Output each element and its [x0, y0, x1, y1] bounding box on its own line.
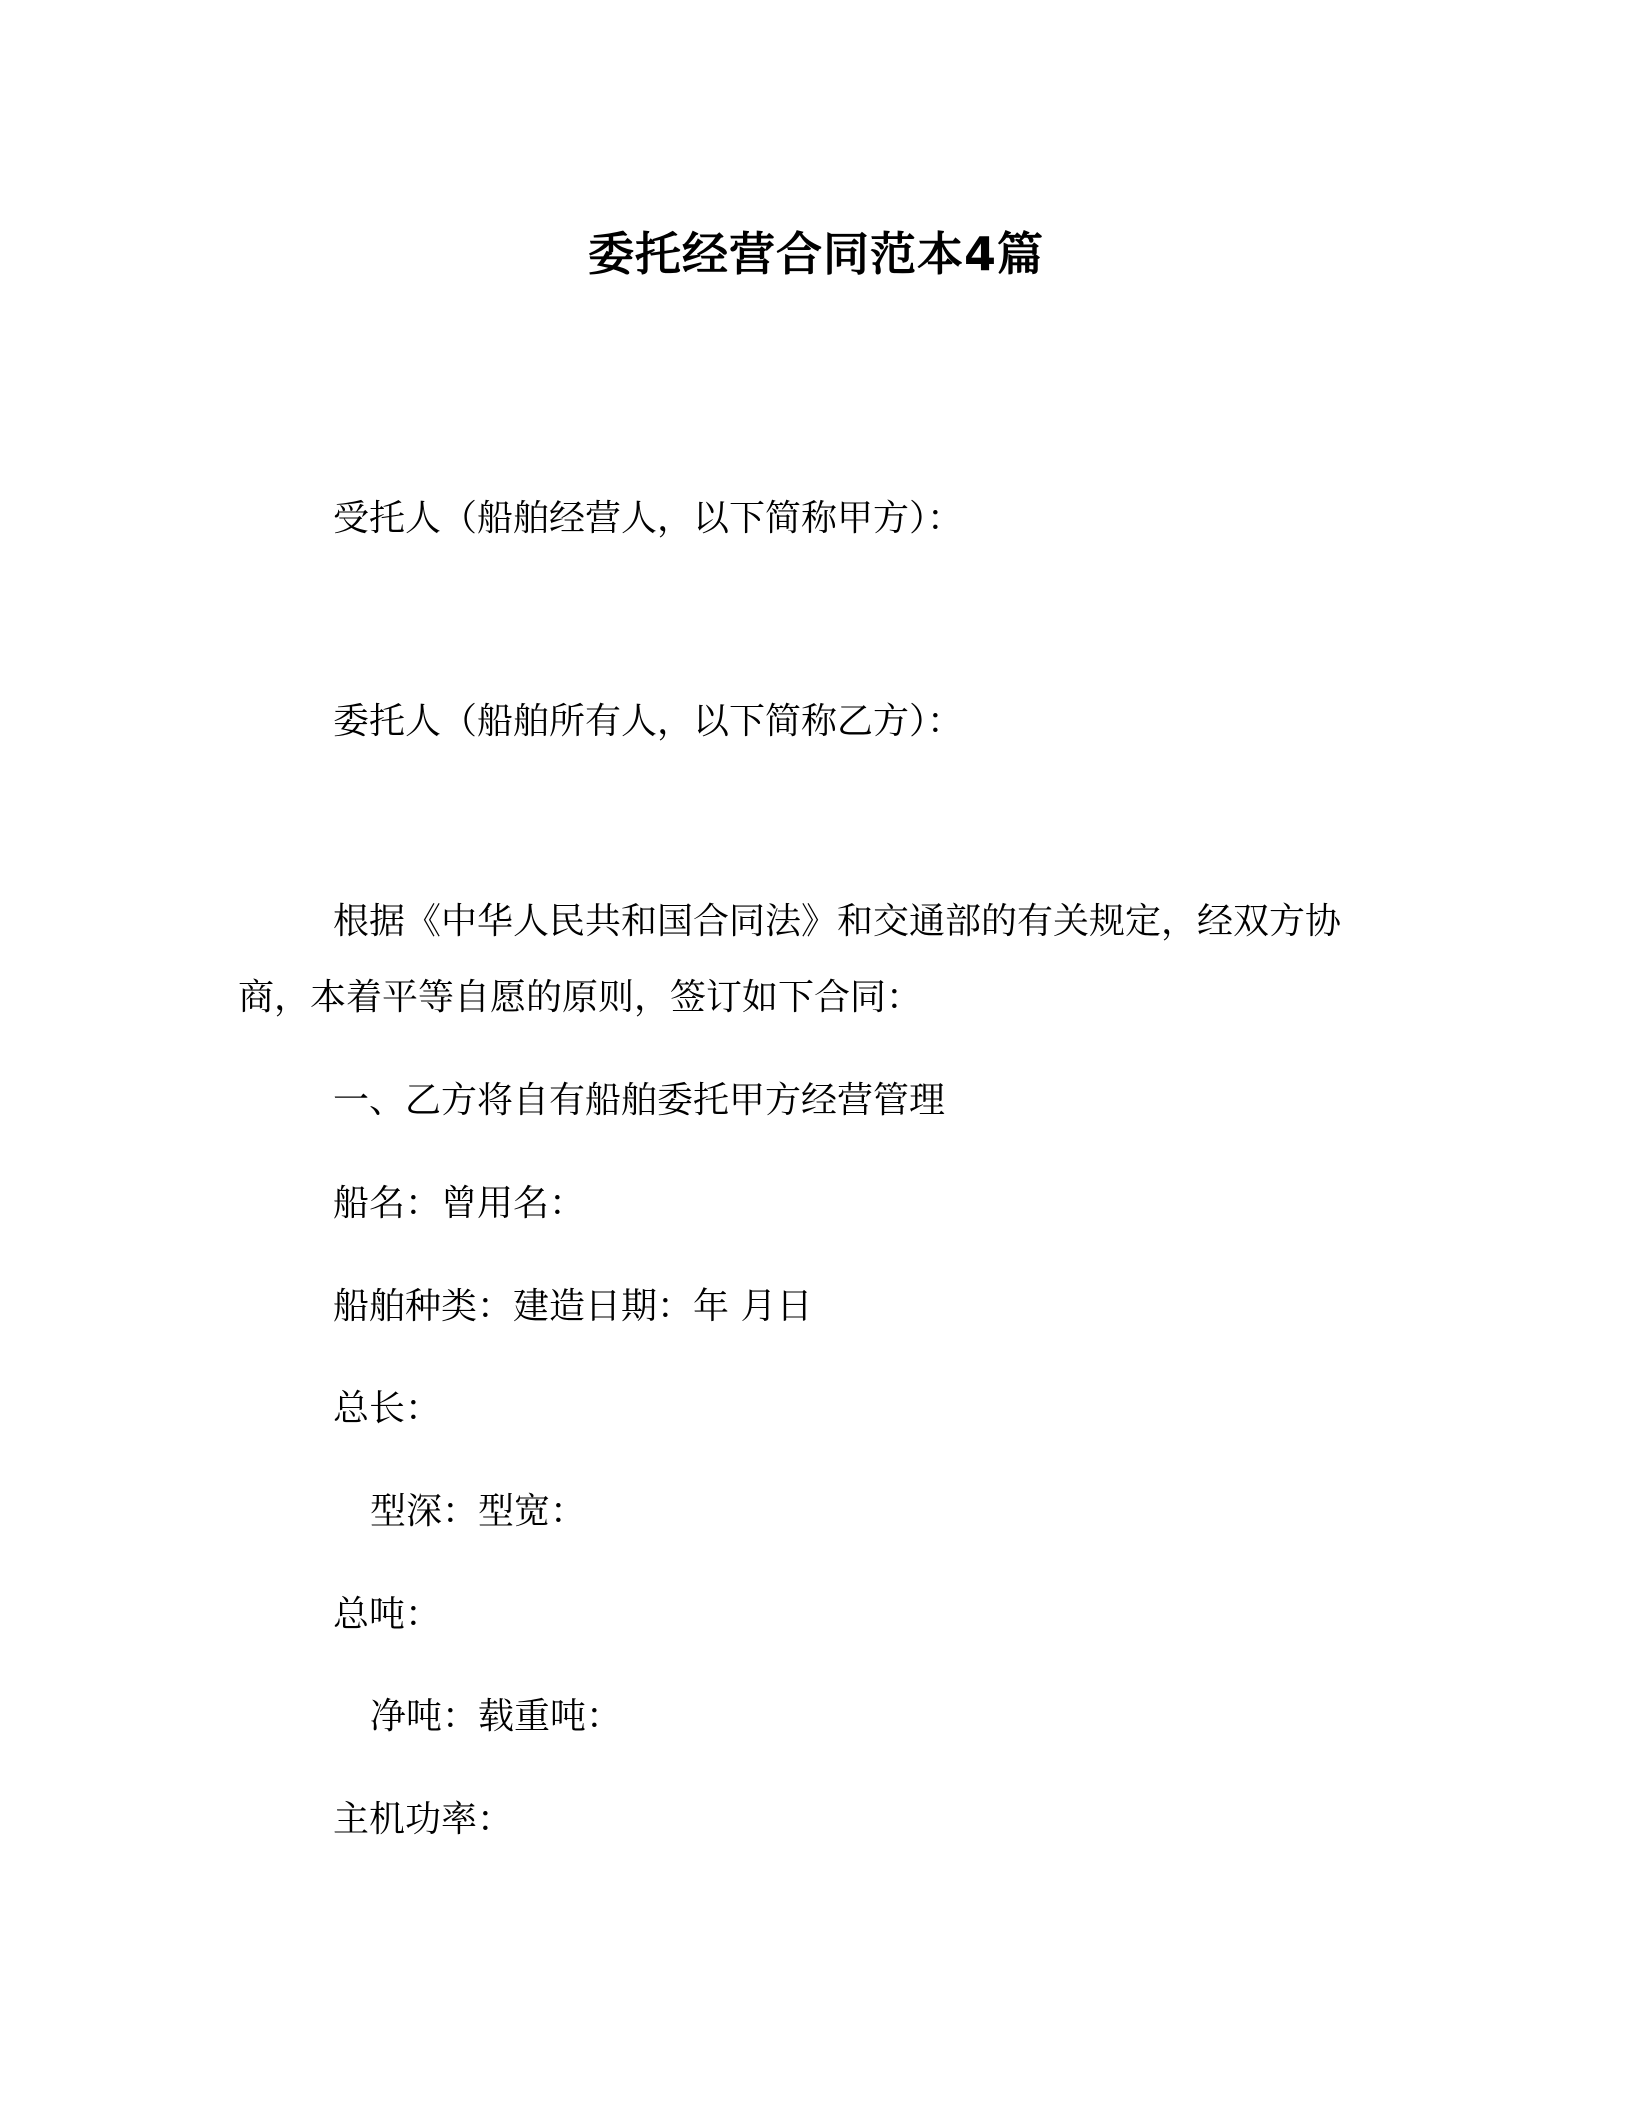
- document-title: 委托经营合同范本4篇: [587, 227, 1044, 281]
- ship-type-line: 船舶种类：建造日期：年 月日: [333, 1286, 813, 1327]
- trustee-line: 受托人（船舶经营人，以下简称甲方）：: [333, 498, 964, 539]
- total-length-line: 总长：: [333, 1388, 442, 1429]
- engine-power-line: 主机功率：: [333, 1799, 514, 1840]
- net-tonnage-line: 净吨：载重吨：: [370, 1696, 623, 1737]
- client-line: 委托人（船舶所有人，以下简称乙方）：: [333, 701, 964, 742]
- basis-paragraph-line2: 商，本着平等自愿的原则，签订如下合同：: [238, 977, 923, 1018]
- gross-tonnage-line: 总吨：: [333, 1594, 442, 1635]
- basis-paragraph-line1: 根据《中华人民共和国合同法》和交通部的有关规定，经双方协: [333, 901, 1342, 942]
- clause-1-heading: 一、乙方将自有船舶委托甲方经营管理: [333, 1080, 946, 1121]
- ship-name-line: 船名：曾用名：: [333, 1183, 586, 1224]
- depth-width-line: 型深：型宽：: [370, 1491, 587, 1532]
